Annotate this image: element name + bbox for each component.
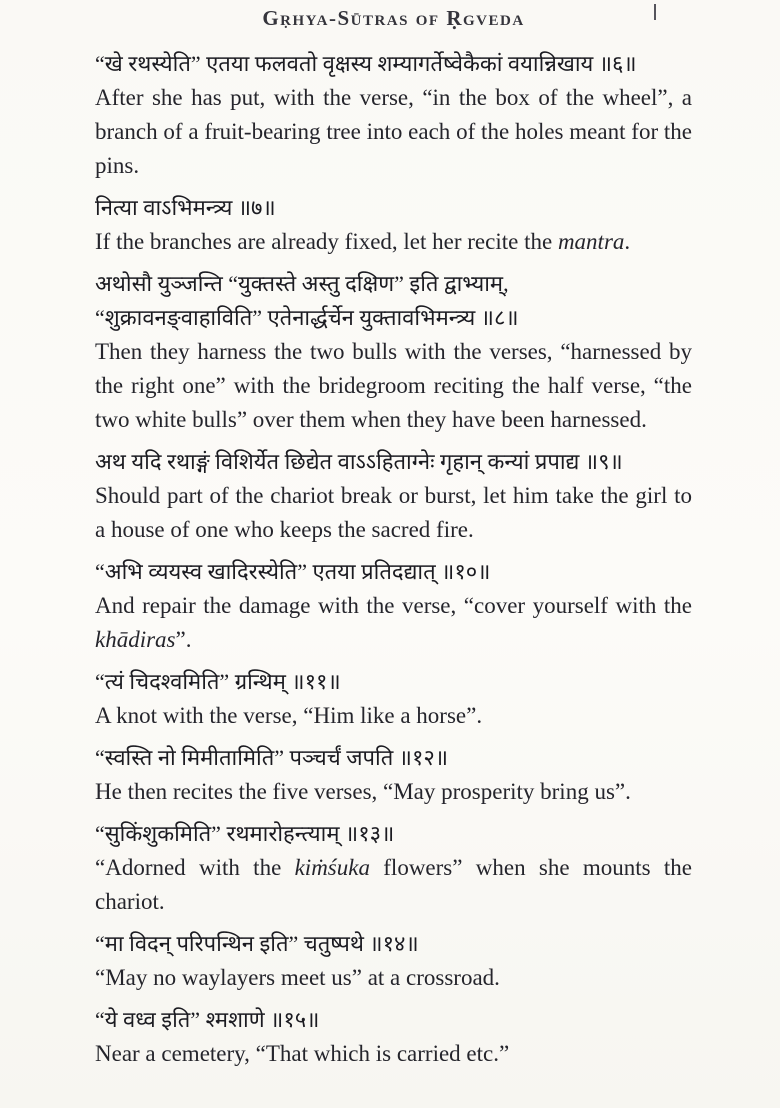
translation-text: Near a cemetery, “That which is carried etc.” [95, 1041, 510, 1066]
translation-text: Then they harness the two bulls with the verses, “harnessed by the right one” with the bridegroom reciting the half verse, “the two white bulls” over them when they have been harnessed. [95, 339, 692, 432]
translation-text: ”. [175, 627, 192, 652]
sanskrit-line: अथ यदि रथाङ्गं विशिर्येत छिद्येत वाऽऽहिताग्नेः गृहान् कन्यां प्रपाद्य ॥९॥ [95, 449, 623, 474]
english-translation [95, 81, 692, 183]
italic-term: kiṁśuka [294, 855, 370, 880]
english-translation [95, 775, 692, 809]
translation-text: After she has put, with the verse, “in the box of the wheel”, a branch of a fruit-bearing tree into each of the holes meant for the pins. [95, 85, 692, 178]
sanskrit-line: “अभि व्ययस्व खादिरस्येति” एतया प्रतिदद्यात् ॥१०॥ [95, 559, 491, 584]
translation-text: flowers” when she mounts the chariot. [95, 855, 692, 914]
italic-term: mantra [557, 229, 625, 254]
english-translation [95, 851, 692, 919]
translation-text: Should part of the chariot break or burst, let him take the girl to a house of one who keeps the sacred fire. [95, 483, 692, 542]
english-translation [95, 225, 692, 259]
english-translation [95, 335, 692, 437]
italic-term: khādiras [95, 627, 176, 652]
english-translation [95, 961, 692, 995]
english-translation [95, 1037, 692, 1071]
translation-text: “May no waylayers meet us” at a crossroad. [95, 965, 500, 990]
sanskrit-line: “खे रथस्येति” एतया फलवतो वृक्षस्य शम्यागर्तेष्वेकैकां वयान्निखाय ॥६॥ [95, 51, 637, 76]
sanskrit-line: “त्यं चिदश्वमिति” ग्रन्थिम् ॥११॥ [95, 669, 341, 694]
sanskrit-line: नित्या वाऽभिमन्त्र्य ॥७॥ [95, 195, 276, 220]
verse-13-block [95, 817, 692, 919]
running-header-title: Gṛhya-Sūtras of Ṛgveda [262, 6, 525, 30]
translation-text: . [624, 229, 631, 254]
page-edge-mark [654, 4, 656, 20]
english-translation [95, 479, 692, 547]
english-translation [95, 699, 692, 733]
translation-text: A knot with the verse, “Him like a horse”. [95, 703, 483, 728]
verse-11-block [95, 665, 692, 733]
english-translation [95, 589, 692, 657]
verse-10-block [95, 555, 692, 657]
verse-9-block [95, 445, 692, 547]
verse-14-block [95, 927, 692, 995]
sanskrit-line: “स्वस्ति नो मिमीतामिति” पञ्चर्चं जपति ॥१२॥ [95, 745, 449, 770]
verse-8-block [95, 267, 692, 437]
verse-15-block [95, 1003, 692, 1071]
translation-text: And repair the damage with the verse, “cover yourself with the [95, 593, 692, 618]
sanskrit-line: “ये वध्व इति” श्मशाणे ॥१५॥ [95, 1007, 320, 1032]
translation-text: If the branches are already fixed, let her recite the [95, 229, 558, 254]
verse-12-block [95, 741, 692, 809]
translation-text: “Adorned with the [95, 855, 295, 880]
sanskrit-line: “मा विदन् परिपन्थिन इति” चतुष्पथे ॥१४॥ [95, 931, 419, 956]
sanskrit-line: अथोसौ युञ्जन्ति “युक्तस्ते अस्तु दक्षिण” इति द्वाभ्याम्, [95, 271, 509, 296]
sanskrit-line: “शुक्रावनङ्वाहाविति” एतेनार्द्धर्चेन युक्तावभिमन्त्र्य ॥८॥ [95, 305, 519, 330]
translation-text: He then recites the five verses, “May prosperity bring us”. [95, 779, 631, 804]
sanskrit-line: “सुकिंशुकमिति” रथमारोहन्त्याम् ॥१३॥ [95, 821, 395, 846]
verse-6-block [95, 47, 692, 183]
verse-7-block [95, 191, 692, 259]
